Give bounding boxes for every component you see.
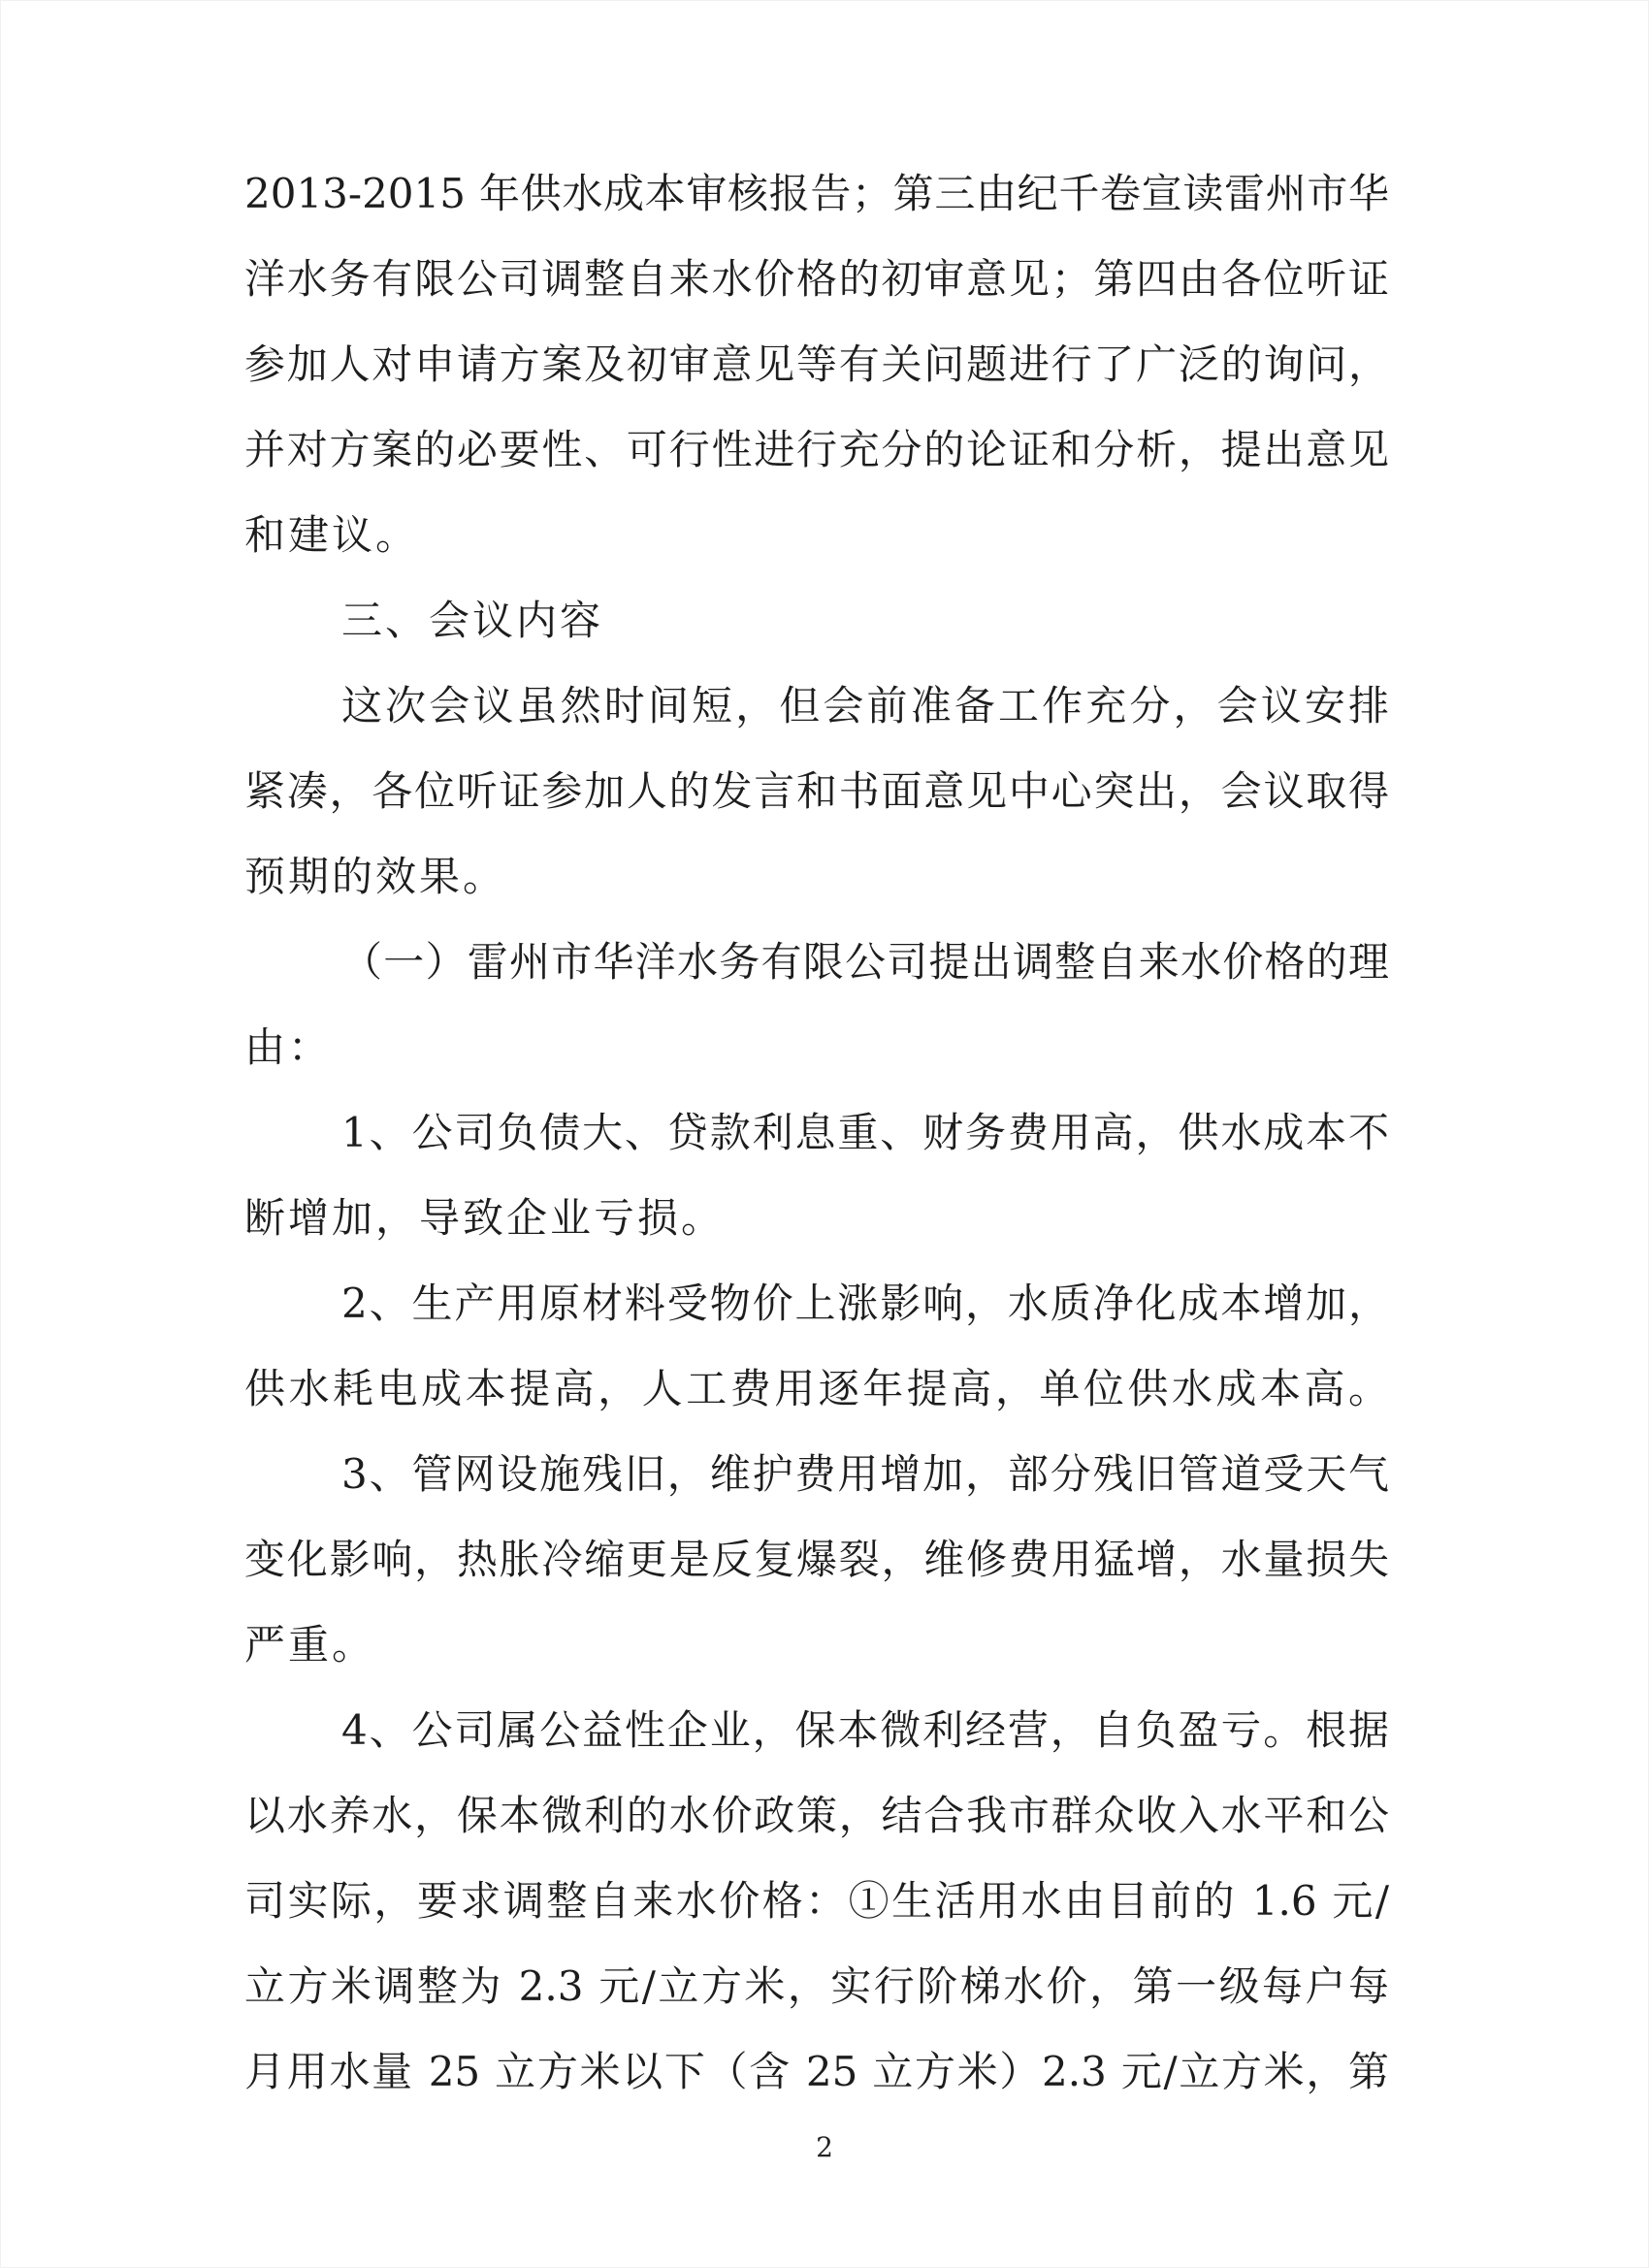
- reason-4-line-5: 月用水量 25 立方米以下（含 25 立方米）2.3 元/立方米，第: [244, 2048, 1389, 2095]
- reason-4-line-2: 以水养水，保本微利的水价政策，结合我市群众收入水平和公: [244, 1792, 1389, 1839]
- reason-4-line-4: 立方米调整为 2.3 元/立方米，实行阶梯水价，第一级每户每: [244, 1962, 1389, 2010]
- reason-1-line-1: 1、公司负债大、贷款利息重、财务费用高，供水成本不: [341, 1109, 1389, 1156]
- subsection-heading-1: （一）雷州市华洋水务有限公司提出调整自来水价格的理: [341, 938, 1389, 986]
- reason-3-line-1: 3、管网设施残旧，维护费用增加，部分残旧管道受天气: [341, 1450, 1389, 1498]
- reason-1-line-2: 断增加，导致企业亏损。: [244, 1194, 726, 1242]
- reason-2-line-1: 2、生产用原材料受物价上涨影响，水质净化成本增加，: [341, 1280, 1389, 1327]
- reason-3-line-2: 变化影响，热胀冷缩更是反复爆裂，维修费用猛增，水量损失: [244, 1536, 1389, 1583]
- text-line-5: 和建议。: [244, 511, 420, 559]
- text-line-11: 由：: [244, 1023, 333, 1071]
- text-line-2: 洋水务有限公司调整自来水价格的初审意见；第四由各位听证: [244, 255, 1389, 303]
- page-number: 2: [816, 2131, 833, 2163]
- text-line-7: 这次会议虽然时间短，但会前准备工作充分，会议安排: [341, 682, 1389, 729]
- text-line-3: 参加人对申请方案及初审意见等有关问题进行了广泛的询问，: [244, 340, 1389, 388]
- text-line-9: 预期的效果。: [244, 853, 507, 900]
- reason-4-line-1: 4、公司属公益性企业，保本微利经营，自负盈亏。根据: [341, 1706, 1389, 1754]
- reason-3-line-3: 严重。: [244, 1621, 376, 1669]
- text-line-8: 紧凑，各位听证参加人的发言和书面意见中心突出，会议取得: [244, 767, 1389, 815]
- text-line-4: 并对方案的必要性、可行性进行充分的论证和分析，提出意见: [244, 426, 1389, 473]
- reason-2-line-2: 供水耗电成本提高，人工费用逐年提高，单位供水成本高。: [244, 1365, 1389, 1412]
- reason-4-line-3: 司实际，要求调整自来水价格：①生活用水由目前的 1.6 元/: [244, 1877, 1389, 1925]
- section-heading-meeting-content: 三、会议内容: [341, 597, 604, 644]
- text-line-1: 2013-2015 年供水成本审核报告；第三由纪千卷宣读雷州市华: [244, 170, 1389, 217]
